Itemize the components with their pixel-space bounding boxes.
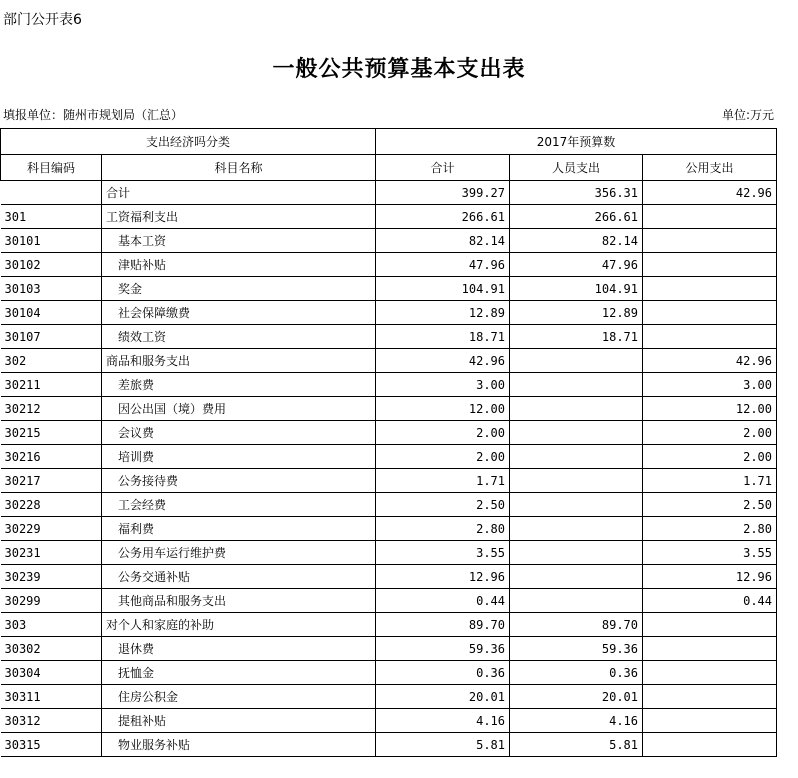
public-cell: 42.96	[643, 181, 777, 205]
personnel-cell: 12.89	[510, 301, 643, 325]
code-cell: 30107	[1, 325, 102, 349]
name-cell: 公务用车运行维护费	[102, 541, 376, 565]
public-cell: 42.96	[643, 349, 777, 373]
name-cell: 物业服务补贴	[102, 733, 376, 757]
table-row	[1, 253, 777, 277]
total-cell: 82.14	[376, 229, 510, 253]
form-number-label: 部门公开表6	[3, 12, 82, 28]
public-cell	[643, 325, 777, 349]
table-row	[1, 325, 777, 349]
name-cell: 社会保障缴费	[102, 301, 376, 325]
header-code: 科目编码	[1, 155, 102, 181]
code-cell: 302	[1, 349, 102, 373]
personnel-cell	[510, 349, 643, 373]
name-cell: 福利费	[102, 517, 376, 541]
personnel-cell: 47.96	[510, 253, 643, 277]
personnel-cell: 82.14	[510, 229, 643, 253]
personnel-cell	[510, 421, 643, 445]
name-cell: 会议费	[102, 421, 376, 445]
header-public: 公用支出	[643, 155, 777, 181]
table-row	[1, 685, 777, 709]
table-row	[1, 661, 777, 685]
code-cell: 30104	[1, 301, 102, 325]
name-cell: 工资福利支出	[102, 205, 376, 229]
total-cell: 2.00	[376, 445, 510, 469]
personnel-cell	[510, 493, 643, 517]
name-cell: 公务交通补贴	[102, 565, 376, 589]
code-cell: 30229	[1, 517, 102, 541]
code-cell: 30102	[1, 253, 102, 277]
header-budget-year: 2017年预算数	[376, 129, 777, 155]
table-row	[1, 565, 777, 589]
personnel-cell	[510, 541, 643, 565]
code-cell: 30228	[1, 493, 102, 517]
total-cell: 4.16	[376, 709, 510, 733]
table-row	[1, 301, 777, 325]
public-cell	[643, 733, 777, 757]
total-cell: 2.50	[376, 493, 510, 517]
name-cell: 绩效工资	[102, 325, 376, 349]
table-row	[1, 277, 777, 301]
code-cell: 30103	[1, 277, 102, 301]
code-cell	[1, 181, 102, 205]
public-cell: 12.00	[643, 397, 777, 421]
table-row	[1, 445, 777, 469]
code-cell: 303	[1, 613, 102, 637]
public-cell: 3.00	[643, 373, 777, 397]
personnel-cell: 59.36	[510, 637, 643, 661]
total-cell: 20.01	[376, 685, 510, 709]
total-cell: 12.89	[376, 301, 510, 325]
name-cell: 培训费	[102, 445, 376, 469]
name-cell: 抚恤金	[102, 661, 376, 685]
public-cell	[643, 301, 777, 325]
table-row	[1, 349, 777, 373]
name-cell: 工会经费	[102, 493, 376, 517]
personnel-cell: 89.70	[510, 613, 643, 637]
personnel-cell	[510, 373, 643, 397]
table-row	[1, 517, 777, 541]
table-row	[1, 637, 777, 661]
total-cell: 266.61	[376, 205, 510, 229]
personnel-cell	[510, 445, 643, 469]
personnel-cell: 18.71	[510, 325, 643, 349]
personnel-cell	[510, 517, 643, 541]
public-cell: 2.00	[643, 445, 777, 469]
header-economic-classification: 支出经济吗分类	[1, 129, 376, 155]
code-cell: 30211	[1, 373, 102, 397]
code-cell: 30304	[1, 661, 102, 685]
personnel-cell	[510, 589, 643, 613]
name-cell: 公务接待费	[102, 469, 376, 493]
filing-unit: 填报单位：随州市规划局（汇总）	[3, 108, 184, 122]
name-cell: 津贴补贴	[102, 253, 376, 277]
public-cell	[643, 229, 777, 253]
public-cell	[643, 277, 777, 301]
public-cell	[643, 205, 777, 229]
table-row	[1, 469, 777, 493]
table-row	[1, 205, 777, 229]
code-cell: 30299	[1, 589, 102, 613]
personnel-cell: 20.01	[510, 685, 643, 709]
code-cell: 30239	[1, 565, 102, 589]
total-cell: 3.00	[376, 373, 510, 397]
table-row	[1, 181, 777, 205]
personnel-cell	[510, 469, 643, 493]
total-cell: 12.96	[376, 565, 510, 589]
personnel-cell: 4.16	[510, 709, 643, 733]
total-cell: 47.96	[376, 253, 510, 277]
table-row	[1, 373, 777, 397]
table-row	[1, 613, 777, 637]
header-total: 合计	[376, 155, 510, 181]
total-cell: 104.91	[376, 277, 510, 301]
unit-label: 单位:万元	[721, 108, 774, 122]
total-cell: 5.81	[376, 733, 510, 757]
total-cell: 2.80	[376, 517, 510, 541]
public-cell: 3.55	[643, 541, 777, 565]
total-cell: 3.55	[376, 541, 510, 565]
public-cell	[643, 637, 777, 661]
code-cell: 30217	[1, 469, 102, 493]
public-cell: 1.71	[643, 469, 777, 493]
total-cell: 1.71	[376, 469, 510, 493]
name-cell: 差旅费	[102, 373, 376, 397]
name-cell: 退休费	[102, 637, 376, 661]
total-cell: 42.96	[376, 349, 510, 373]
personnel-cell: 104.91	[510, 277, 643, 301]
name-cell: 住房公积金	[102, 685, 376, 709]
table-row	[1, 541, 777, 565]
header-column-row	[1, 155, 777, 181]
header-personnel: 人员支出	[510, 155, 643, 181]
code-cell: 30101	[1, 229, 102, 253]
table-row	[1, 397, 777, 421]
public-cell: 2.50	[643, 493, 777, 517]
name-cell: 因公出国（境）费用	[102, 397, 376, 421]
code-cell: 30215	[1, 421, 102, 445]
public-cell	[643, 253, 777, 277]
name-cell: 奖金	[102, 277, 376, 301]
name-cell: 基本工资	[102, 229, 376, 253]
public-cell: 0.44	[643, 589, 777, 613]
total-cell: 0.44	[376, 589, 510, 613]
table-row	[1, 589, 777, 613]
public-cell	[643, 613, 777, 637]
table-row	[1, 709, 777, 733]
page-title: 一般公共预算基本支出表	[272, 56, 526, 82]
public-cell: 2.80	[643, 517, 777, 541]
code-cell: 30216	[1, 445, 102, 469]
code-cell: 30315	[1, 733, 102, 757]
table-row	[1, 493, 777, 517]
public-cell: 12.96	[643, 565, 777, 589]
personnel-cell	[510, 397, 643, 421]
public-cell	[643, 709, 777, 733]
name-cell: 其他商品和服务支出	[102, 589, 376, 613]
code-cell: 30212	[1, 397, 102, 421]
personnel-cell: 0.36	[510, 661, 643, 685]
code-cell: 30312	[1, 709, 102, 733]
personnel-cell: 266.61	[510, 205, 643, 229]
public-cell	[643, 685, 777, 709]
name-cell: 合计	[102, 181, 376, 205]
personnel-cell	[510, 565, 643, 589]
table-row	[1, 421, 777, 445]
personnel-cell: 356.31	[510, 181, 643, 205]
header-name: 科目名称	[102, 155, 376, 181]
personnel-cell: 5.81	[510, 733, 643, 757]
code-cell: 30231	[1, 541, 102, 565]
name-cell: 对个人和家庭的补助	[102, 613, 376, 637]
total-cell: 0.36	[376, 661, 510, 685]
total-cell: 59.36	[376, 637, 510, 661]
code-cell: 301	[1, 205, 102, 229]
total-cell: 89.70	[376, 613, 510, 637]
public-cell	[643, 661, 777, 685]
total-cell: 2.00	[376, 421, 510, 445]
total-cell: 18.71	[376, 325, 510, 349]
total-cell: 399.27	[376, 181, 510, 205]
name-cell: 商品和服务支出	[102, 349, 376, 373]
header-group-row	[1, 129, 777, 155]
code-cell: 30302	[1, 637, 102, 661]
public-cell: 2.00	[643, 421, 777, 445]
name-cell: 提租补贴	[102, 709, 376, 733]
code-cell: 30311	[1, 685, 102, 709]
table-row	[1, 733, 777, 757]
table-row	[1, 229, 777, 253]
total-cell: 12.00	[376, 397, 510, 421]
budget-table	[0, 128, 777, 757]
